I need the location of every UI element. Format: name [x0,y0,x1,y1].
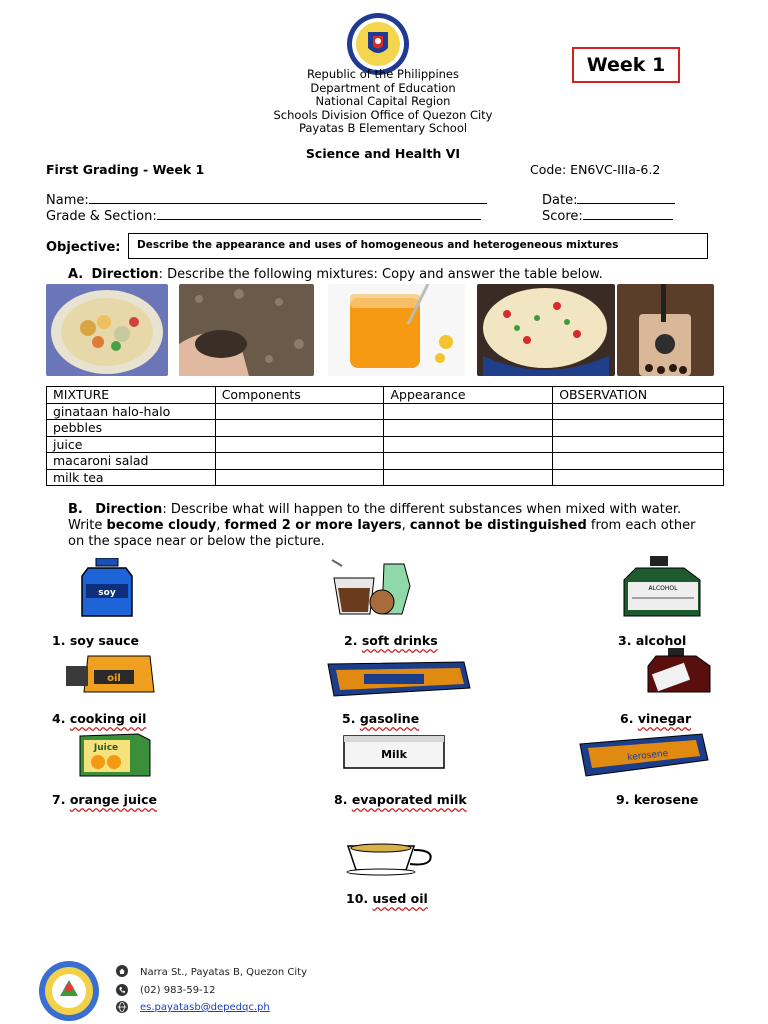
item-label: vinegar [637,711,692,726]
soy-sauce-bottle-icon [74,558,140,618]
answer-cell[interactable] [215,436,384,453]
milk-tea-photo [617,284,714,376]
answer-cell[interactable] [553,453,724,470]
date-line[interactable] [577,191,675,204]
footer-email-link[interactable]: es.payatasb@depedqc.ph [140,1002,270,1013]
answer-cell[interactable] [384,436,553,453]
table-row [47,469,724,486]
grade-section-label: Grade & Section: [46,209,157,224]
answer-cell[interactable] [384,469,553,486]
item-label: used oil [372,891,428,906]
evaporated-milk-can-icon [340,734,450,770]
objective-label: Objective: [46,240,121,255]
item-label: cooking oil [69,711,147,726]
table-row [47,403,724,420]
objective-box: Describe the appearance and uses of homogeneous and heterogeneous mixtures [128,233,708,259]
item-alcohol [618,633,686,648]
globe-icon [116,1001,128,1013]
answer-cell[interactable] [553,420,724,437]
direction-b-label: Direction [95,502,163,517]
answer-cell[interactable] [215,403,384,420]
item-number: 2. [344,633,358,648]
mixture-cell: pebbles [47,420,216,437]
item-number: 5. [342,711,356,726]
answer-cell[interactable] [553,403,724,420]
item-number: 8. [334,792,348,807]
item-cooking-oil [52,711,146,726]
orange-juice-box-icon [76,732,154,778]
header-line: Schools Division Office of Quezon City [273,107,493,122]
answer-cell[interactable] [384,420,553,437]
table-header: Appearance [384,387,553,404]
name-field[interactable] [46,191,487,208]
svg-text:Milk: Milk [381,748,407,761]
direction-b-text: , [216,518,225,533]
week-badge: Week 1 [572,47,680,83]
svg-text:kerosene: kerosene [626,748,669,764]
used-oil-cup-icon [344,840,438,876]
item-used-oil [346,891,428,906]
header-line: Payatas B Elementary School [298,121,468,135]
item-number: 7. [52,792,66,807]
direction-a-letter: A. [68,267,84,282]
home-icon [116,965,128,977]
item-evaporated-milk [334,792,467,807]
answer-cell[interactable] [384,453,553,470]
item-label: soy sauce [69,633,140,648]
item-number: 4. [52,711,66,726]
ginataan-photo [46,284,168,376]
name-line[interactable] [89,191,487,204]
item-label: kerosene [633,792,699,807]
option-layers: formed 2 or more layers [224,518,402,533]
phone-icon [116,984,128,996]
vinegar-bottle-icon [618,648,714,694]
direction-a-text: : Describe the following mixtures: Copy and answer the table below. [158,267,603,282]
item-number: 3. [618,633,632,648]
header-line: National Capital Region [315,94,451,108]
item-vinegar [620,711,691,726]
table-row [47,453,724,470]
svg-text:Juice: Juice [93,743,119,753]
table-header: OBSERVATION [553,387,724,404]
option-indistinguishable: cannot be distinguished [409,518,587,533]
kerosene-can-icon [578,732,710,778]
soft-drinks-icon [322,558,420,616]
direction-a [68,267,603,282]
item-label: evaporated milk [351,792,467,807]
item-label: orange juice [69,792,158,807]
alcohol-bottle-icon [616,556,704,618]
subject-title: Science and Health VI [305,146,461,161]
direction-b-letter: B. [68,502,83,517]
table-header-row [47,387,724,404]
item-number: 10. [346,891,369,906]
item-soft-drinks [344,633,438,648]
answer-cell[interactable] [215,469,384,486]
score-line[interactable] [583,207,673,220]
macaroni-salad-photo [477,284,615,376]
direction-b-text: from each other on the space near or below the picture. [68,518,696,549]
answer-cell[interactable] [553,436,724,453]
item-kerosene [616,792,698,807]
answer-cell[interactable] [215,453,384,470]
item-soy-sauce [52,633,139,648]
item-label: gasoline [359,711,420,726]
direction-b-text: : Describe what will happen to the different substances when mixed with water. Write [68,502,682,533]
gasoline-can-icon [324,658,472,698]
item-gasoline [342,711,419,726]
mixture-cell: juice [47,436,216,453]
pebbles-photo [179,284,314,376]
item-number: 9. [616,792,630,807]
date-label: Date: [542,193,578,208]
answer-cell[interactable] [215,420,384,437]
direction-b [68,502,708,550]
score-field[interactable] [542,207,673,224]
footer-address: Narra St., Payatas B, Quezon City [140,967,308,978]
answer-cell[interactable] [384,403,553,420]
item-label: soft drinks [361,633,438,648]
lesson-code: Code: EN6VC-IIIa-6.2 [530,162,661,177]
item-orange-juice [52,792,157,807]
footer-phone: (02) 983-59-12 [140,985,216,996]
item-number: 6. [620,711,634,726]
juice-photo [328,284,465,376]
grading-period: First Grading - Week 1 [46,162,205,177]
direction-b-text: , [401,518,410,533]
mixture-cell: macaroni salad [47,453,216,470]
date-field[interactable] [542,191,675,208]
item-number: 1. [52,633,66,648]
svg-text:ALCOHOL: ALCOHOL [648,585,678,592]
table-row [47,420,724,437]
school-header [200,68,566,136]
table-row [47,436,724,453]
svg-text:oil: oil [107,673,121,684]
grade-section-field[interactable] [46,207,481,224]
item-label: alcohol [635,633,687,648]
mixture-cell: milk tea [47,469,216,486]
svg-text:soy: soy [98,588,116,598]
mixtures-table [46,386,724,486]
school-logo [38,960,100,1022]
name-label: Name: [46,193,89,208]
header-line: Republic of the Philippines [306,67,460,81]
mixture-cell: ginataan halo-halo [47,403,216,420]
table-header: MIXTURE [47,387,216,404]
table-header: Components [215,387,384,404]
score-label: Score: [542,209,583,224]
option-cloudy: become cloudy [106,518,217,533]
direction-a-label: Direction [91,267,159,282]
grade-section-line[interactable] [157,207,481,220]
cooking-oil-can-icon [64,652,156,694]
answer-cell[interactable] [553,469,724,486]
header-line: Department of Education [310,80,456,95]
